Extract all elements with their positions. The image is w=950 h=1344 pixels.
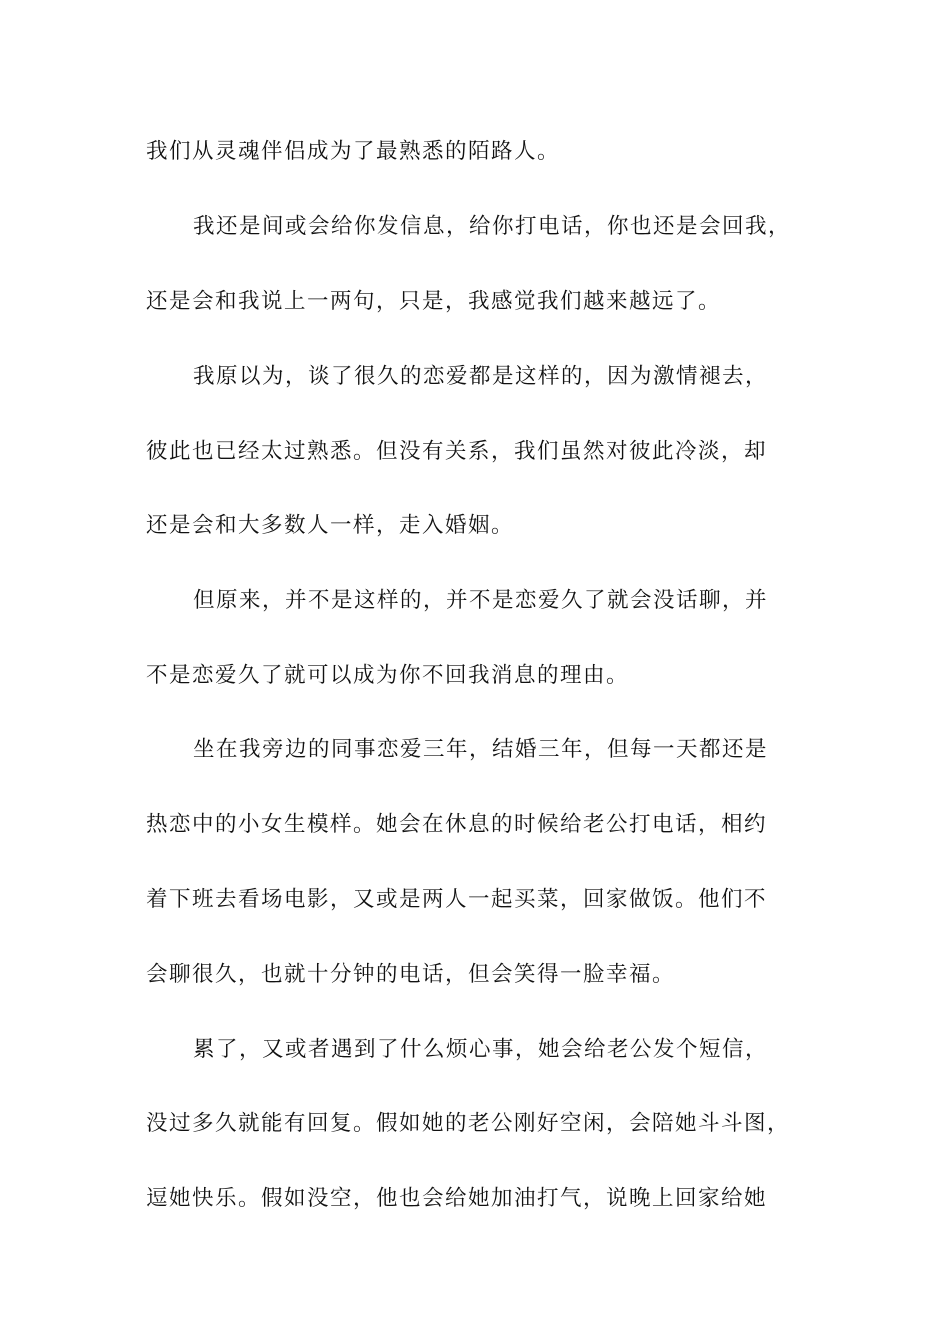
paragraph-first-line: 累了，又或者遇到了什么烦心事，她会给老公发个短信，: [193, 1037, 769, 1062]
paragraph-first-line: 但原来，并不是这样的，并不是恋爱久了就会没话聊，并: [193, 588, 769, 613]
text-line: 还是会和我说上一两句，只是，我感觉我们越来越远了。: [146, 289, 722, 314]
text-line: 我们从灵魂伴侣成为了最熟悉的陌路人。: [146, 139, 561, 164]
text-line: 还是会和大多数人一样，走入婚姻。: [146, 513, 515, 538]
text-line: 不是恋爱久了就可以成为你不回我消息的理由。: [146, 663, 630, 688]
text-line: 没过多久就能有回复。假如她的老公刚好空闲，会陪她斗斗图，: [146, 1111, 791, 1136]
text-line: 彼此也已经太过熟悉。但没有关系，我们虽然对彼此冷淡，却: [146, 439, 768, 464]
text-line: 会聊很久，也就十分钟的电话，但会笑得一脸幸福。: [146, 962, 676, 987]
text-line: 着下班去看场电影，又或是两人一起买菜，回家做饭。他们不: [146, 887, 768, 912]
paragraph-first-line: 我原以为，谈了很久的恋爱都是这样的，因为激情褪去，: [193, 364, 769, 389]
text-line: 逗她快乐。假如没空，他也会给她加油打气，说晚上回家给她: [146, 1186, 768, 1211]
paragraph-first-line: 我还是间或会给你发信息，给你打电话，你也还是会回我，: [193, 214, 792, 239]
paragraph-first-line: 坐在我旁边的同事恋爱三年，结婚三年，但每一天都还是: [193, 737, 769, 762]
text-line: 热恋中的小女生模样。她会在休息的时候给老公打电话，相约: [146, 812, 768, 837]
